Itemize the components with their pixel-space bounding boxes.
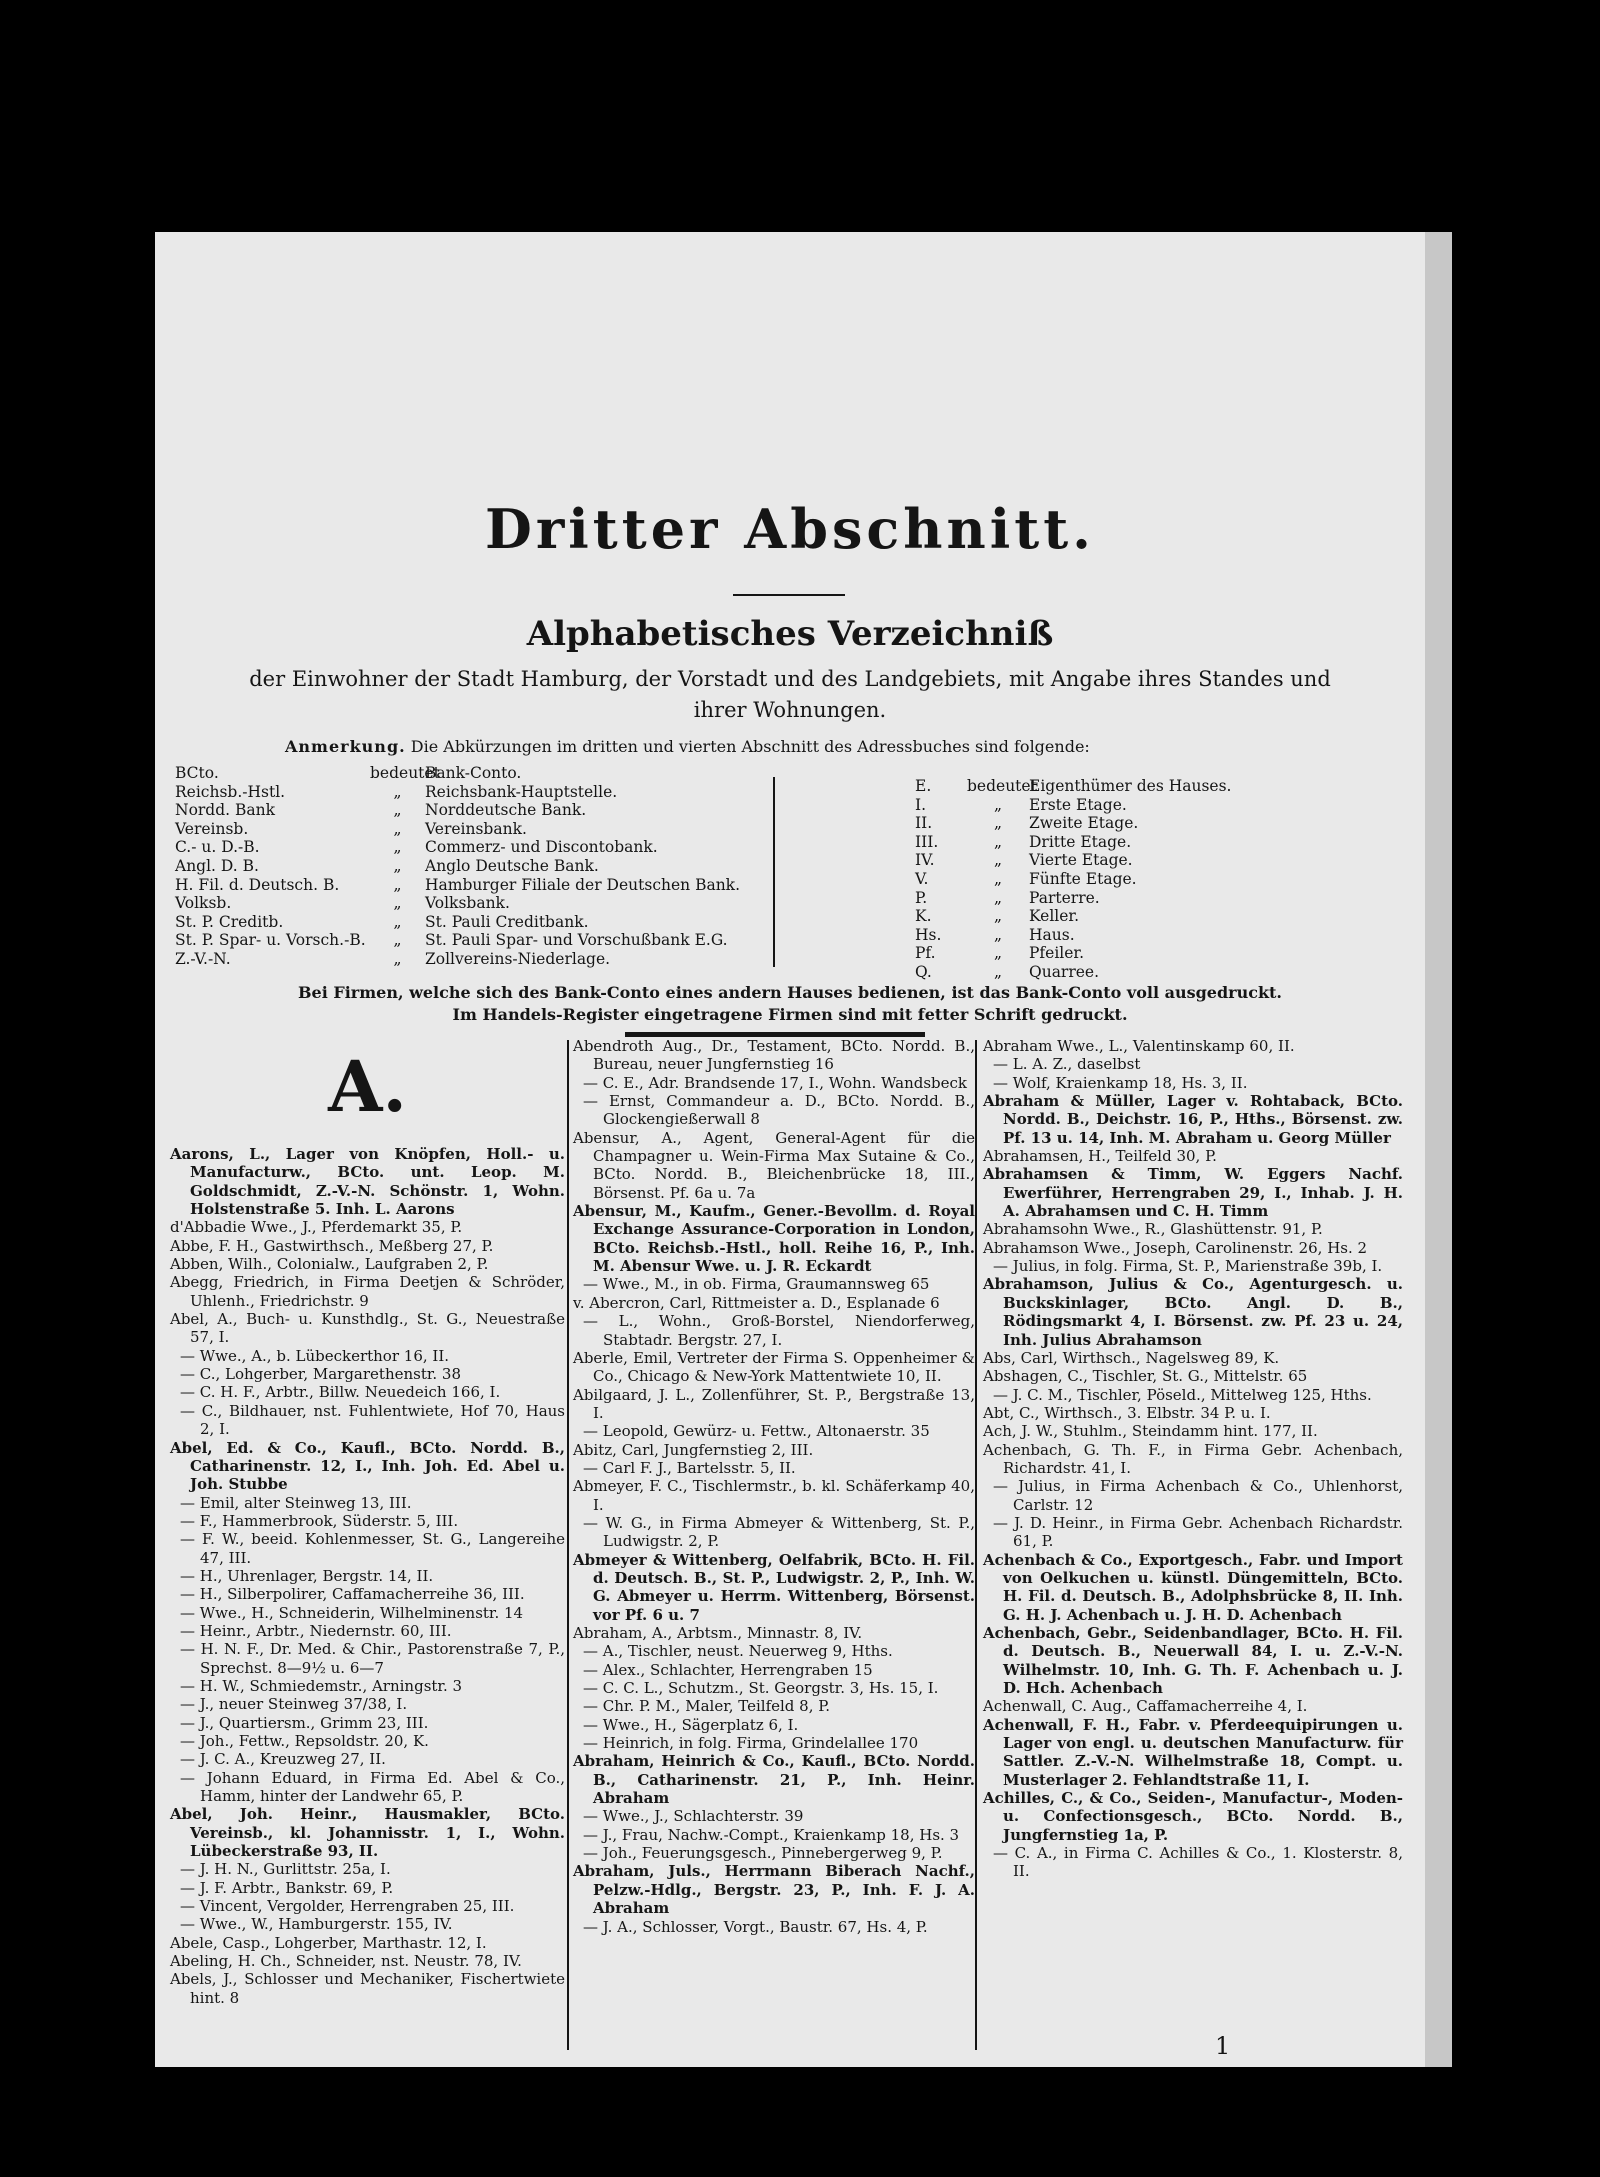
abbreviation-means: „	[393, 801, 402, 820]
directory-entry: Abel, Ed. & Co., Kaufl., BCto. Nordd. B., Catharinenstr. 12, I., Inh. Joh. Ed. Abel u. Joh. Stubbe	[170, 1438, 565, 1494]
abbreviation-abbr: P.	[915, 888, 928, 907]
abbreviation-full: Dritte Etage.	[1029, 832, 1132, 851]
directory-column-2	[573, 1037, 975, 1936]
directory-entry: Achenbach, G. Th. F., in Firma Gebr. Achenbach, Richardstr. 41, I.	[983, 1440, 1403, 1477]
directory-entry: v. Abercron, Carl, Rittmeister a. D., Esplanade 6	[573, 1293, 940, 1312]
directory-entry: — Wwe., H., Schneiderin, Wilhelminenstr. 14	[180, 1603, 524, 1622]
abbreviation-row	[175, 801, 775, 820]
directory-entry: Ach, J. W., Stuhlm., Steindamm hint. 177, II.	[983, 1422, 1318, 1441]
abbreviation-row	[915, 833, 1395, 852]
abbreviation-row	[915, 944, 1395, 963]
abbreviation-abbr: Pf.	[915, 944, 936, 963]
directory-entry: — Vincent, Vergolder, Herrengraben 25, III.	[180, 1897, 515, 1916]
abbreviation-full: Vierte Etage.	[1029, 851, 1133, 870]
abbreviation-abbr: Hs.	[915, 925, 942, 944]
directory-entry: Abmeyer, F. C., Tischlermstr., b. kl. Schäferkamp 40, I.	[573, 1477, 975, 1514]
directory-entry: — Julius, in folg. Firma, St. P., Marienstraße 39b, I.	[993, 1257, 1383, 1276]
directory-entry: — J., neuer Steinweg 37/38, I.	[180, 1695, 408, 1714]
scan-border-top	[0, 0, 1600, 232]
directory-entry: — F., Hammerbrook, Süderstr. 5, III.	[180, 1511, 459, 1530]
directory-entry: — Wwe., W., Hamburgerstr. 155, IV.	[180, 1915, 453, 1934]
directory-entry: — Wwe., J., Schlachterstr. 39	[583, 1807, 804, 1826]
directory-entry: — J. H. N., Gurlittstr. 25a, I.	[180, 1860, 391, 1879]
abbreviation-abbr: BCto.	[175, 764, 219, 782]
abbreviation-full: Hamburger Filiale der Deutschen Bank.	[425, 875, 741, 894]
entry-list	[983, 1037, 1403, 1881]
abbreviation-means: bedeutet	[967, 777, 1037, 795]
page-edge-shadow	[1422, 232, 1452, 2067]
abbreviation-row	[915, 889, 1395, 908]
directory-entry: — Wwe., A., b. Lübeckerthor 16, II.	[180, 1346, 450, 1365]
note-text: Die Abkürzungen im dritten und vierten Abschnitt des Adressbuches sind folgende:	[410, 737, 1090, 756]
directory-entry: — Leopold, Gewürz- u. Fettw., Altonaerstr. 35	[583, 1422, 930, 1441]
directory-entry: Abendroth Aug., Dr., Testament, BCto. Nordd. B., Bureau, neuer Jungfernstieg 16	[573, 1037, 975, 1074]
footnote-bank-conto: Bei Firmen, welche sich des Bank-Conto eines andern Hauses bedienen, ist das Bank-Conto voll ausgedruckt.	[298, 983, 1282, 1002]
directory-entry: — A., Tischler, neust. Neuerweg 9, Hths.	[583, 1642, 893, 1661]
abbreviation-means: „	[393, 949, 402, 968]
abbreviation-row	[175, 931, 775, 950]
directory-entry: — J. C. M., Tischler, Pöseld., Mittelweg 125, Hths.	[993, 1385, 1372, 1404]
abbreviation-row	[915, 851, 1395, 870]
entry-list	[573, 1037, 975, 1936]
abbreviation-full: Haus.	[1029, 925, 1075, 944]
abbreviation-full: Reichsbank-Hauptstelle.	[425, 782, 618, 801]
directory-entry: — H., Uhrenlager, Bergstr. 14, II.	[180, 1566, 434, 1585]
directory-entry: Abels, J., Schlosser und Mechaniker, Fischertwiete hint. 8	[170, 1970, 565, 2007]
abbreviation-row	[175, 764, 775, 783]
abbreviation-abbr: E.	[915, 777, 932, 795]
abbreviation-means: „	[393, 819, 402, 838]
abbreviation-full: Zweite Etage.	[1029, 814, 1139, 833]
abbreviation-divider	[773, 777, 775, 967]
directory-entry: Abt, C., Wirthsch., 3. Elbstr. 34 P. u. I.	[983, 1403, 1271, 1422]
directory-entry: — J. C. A., Kreuzweg 27, II.	[180, 1750, 386, 1769]
directory-entry: — L. A. Z., daselbst	[993, 1055, 1141, 1074]
directory-entry: Abrahamsohn Wwe., R., Glashüttenstr. 91, P.	[983, 1220, 1323, 1239]
directory-entry: — H. W., Schmiedemstr., Arningstr. 3	[180, 1676, 463, 1695]
abbreviation-list-floors	[915, 777, 1395, 982]
directory-entry: — Joh., Fettw., Repsoldstr. 20, K.	[180, 1732, 429, 1750]
abbreviation-means: „	[993, 944, 1003, 963]
directory-entry: Abensur, M., Kaufm., Gener.-Bevollm. d. Royal Exchange Assurance-Corporation in London, BCto. Reichsb.-Hstl., holl. Reihe 16, P., Inh. M. Abensur Wwe. u. J. R. Eckardt	[573, 1202, 975, 1276]
abbreviation-abbr: H. Fil. d. Deutsch. B.	[175, 875, 340, 894]
directory-entry: — F. W., beeid. Kohlenmesser, St. G., Langereihe 47, III.	[180, 1530, 565, 1567]
directory-entry: Abraham, A., Arbtsm., Minnastr. 8, IV.	[573, 1624, 863, 1642]
abbreviation-means: „	[993, 925, 1003, 944]
abbreviation-means: „	[393, 912, 402, 931]
directory-entry: — Joh., Feuerungsgesch., Pinnebergerweg 9, P.	[583, 1844, 943, 1863]
directory-entry: — C. C. L., Schutzm., St. Georgstr. 3, Hs. 15, I.	[583, 1679, 939, 1698]
abbreviation-row	[915, 870, 1395, 889]
abbreviation-full: Quarree.	[1029, 962, 1100, 981]
abbreviation-full: Keller.	[1029, 907, 1080, 926]
abbreviation-abbr: Vereinsb.	[175, 819, 249, 838]
directory-entry: Achenwall, C. Aug., Caffamacherreihe 4, I.	[983, 1697, 1308, 1716]
abbreviation-row	[915, 777, 1395, 796]
directory-entry: — L., Wohn., Groß-Borstel, Niendorferweg, Stabtadr. Bergstr. 27, I.	[583, 1312, 975, 1349]
abbreviation-means: „	[993, 888, 1003, 907]
abbreviation-full: Erste Etage.	[1029, 795, 1127, 814]
abbreviation-means: „	[393, 856, 402, 875]
directory-entry: Aarons, L., Lager von Knöpfen, Holl.- u. Manufacturw., BCto. unt. Leop. M. Goldschmidt, Z.-V.-N. Schönstr. 1, Wohn. Holstenstraße 5. Inh. L. Aarons	[170, 1145, 565, 1219]
directory-entry: Aberle, Emil, Vertreter der Firma S. Oppenheimer & Co., Chicago & New-York Mattentwiete 10, II.	[573, 1348, 975, 1386]
directory-entry: — J. F. Arbtr., Bankstr. 69, P.	[180, 1878, 394, 1897]
abbreviation-row	[175, 857, 775, 876]
abbreviation-means: „	[393, 875, 402, 894]
abbreviation-full: Parterre.	[1029, 888, 1100, 907]
directory-entry: Achenbach & Co., Exportgesch., Fabr. und Import von Oelkuchen u. künstl. Düngemitteln, BCto. H. Fil. d. Deutsch. B., Adolphsbrücke 8, II. Inh. G. H. J. Achenbach u. J. H. D. Achenbach	[983, 1550, 1403, 1624]
directory-entry: — Carl F. J., Bartelsstr. 5, II.	[583, 1458, 796, 1477]
abbreviation-full: Bank-Conto.	[425, 764, 522, 782]
document-page	[155, 232, 1425, 2067]
heading-rule	[733, 594, 845, 596]
directory-entry: — H., Silberpolirer, Caffamacherreihe 36, III.	[180, 1585, 525, 1604]
abbreviation-means: „	[993, 869, 1003, 888]
directory-entry: — Emil, alter Steinweg 13, III.	[180, 1493, 412, 1512]
column-divider	[975, 1040, 977, 2050]
directory-entry: — C., Lohgerber, Margarethenstr. 38	[180, 1365, 462, 1384]
directory-entry: Abshagen, C., Tischler, St. G., Mittelstr. 65	[983, 1367, 1308, 1386]
directory-entry: Abraham, Juls., Herrmann Biberach Nachf., Pelzw.-Hdlg., Bergstr. 23, P., Inh. F. J. A. Abraham	[573, 1862, 975, 1918]
directory-entry: Abs, Carl, Wirthsch., Nagelsweg 89, K.	[983, 1348, 1280, 1367]
abbreviation-row	[175, 876, 775, 895]
directory-entry: — Alex., Schlachter, Herrengraben 15	[583, 1660, 873, 1679]
directory-entry: — Wwe., H., Sägerplatz 6, I.	[583, 1715, 799, 1734]
directory-entry: — J. D. Heinr., in Firma Gebr. Achenbach Richardstr. 61, P.	[993, 1513, 1403, 1551]
abbreviation-note	[285, 737, 1305, 756]
abbreviation-row	[915, 926, 1395, 945]
abbreviation-abbr: I.	[915, 795, 927, 814]
directory-entry: Abrahamsen, H., Teilfeld 30, P.	[983, 1147, 1217, 1166]
abbreviation-full: Commerz- und Discontobank.	[425, 838, 658, 857]
abbreviation-abbr: Q.	[915, 962, 932, 981]
directory-entry: Abilgaard, J. L., Zollenführer, St. P., Bergstraße 13, I.	[573, 1385, 975, 1422]
abbreviation-abbr: Z.-V.-N.	[175, 949, 231, 968]
directory-entry: Abmeyer & Wittenberg, Oelfabrik, BCto. H. Fil. d. Deutsch. B., St. P., Ludwigstr. 2, P., Inh. W. G. Abmeyer u. Herrm. Wittenberg, Börsenst. vor Pf. 6 u. 7	[573, 1550, 975, 1624]
directory-entry: Abben, Wilh., Colonialw., Laufgraben 2, P.	[170, 1255, 489, 1274]
abbreviation-row	[175, 950, 775, 969]
abbreviation-means: „	[993, 851, 1003, 870]
abbreviation-abbr: IV.	[915, 851, 935, 870]
directory-entry: — J., Quartiersm., Grimm 23, III.	[180, 1713, 429, 1732]
abbreviation-abbr: St. P. Spar- u. Vorsch.-B.	[175, 931, 366, 950]
abbreviation-row	[175, 894, 775, 913]
directory-entry: Achenwall, F. H., Fabr. v. Pferdeequipirungen u. Lager von engl. u. deutschen Manufacturw. für Sattler. Z.-V.-N. Wilhelmstraße 18, Compt. u. Musterlager 2. Fehlandtstraße 11, I.	[983, 1715, 1403, 1789]
page-number: 1	[1215, 2032, 1231, 2060]
abbreviation-means: „	[993, 832, 1003, 851]
abbreviation-abbr: V.	[915, 869, 929, 888]
abbreviation-means: „	[993, 907, 1003, 926]
note-label: Anmerkung.	[285, 737, 406, 756]
entry-list	[170, 1145, 565, 2007]
abbreviation-full: Eigenthümer des Hauses.	[1029, 777, 1232, 795]
section-letter: A.	[328, 1045, 407, 1128]
section-heading: Dritter Abschnitt.	[485, 497, 1095, 561]
directory-entry: — J., Frau, Nachw.-Compt., Kraienkamp 18, Hs. 3	[583, 1825, 960, 1844]
abbreviation-means: „	[993, 795, 1003, 814]
directory-entry: Achenbach, Gebr., Seidenbandlager, BCto. H. Fil. d. Deutsch. B., Neuerwall 84, I. u. Z.-V.-N. Wilhelmstr. 10, Inh. G. Th. F. Achenbach u. J. D. Hch. Achenbach	[983, 1624, 1403, 1698]
directory-entry: Abel, A., Buch- u. Kunsthdlg., St. G., Neuestraße 57, I.	[170, 1310, 565, 1347]
abbreviation-abbr: Angl. D. B.	[175, 856, 259, 875]
directory-entry: Abegg, Friedrich, in Firma Deetjen & Schröder, Uhlenh., Friedrichstr. 9	[170, 1273, 565, 1310]
abbreviation-row	[175, 783, 775, 802]
directory-entry: Abbe, F. H., Gastwirthsch., Meßberg 27, P.	[170, 1236, 494, 1255]
directory-entry: Abrahamson Wwe., Joseph, Carolinenstr. 26, Hs. 2	[983, 1238, 1368, 1257]
directory-entry: Abraham & Müller, Lager v. Rohtaback, BCto. Nordd. B., Deichstr. 16, P., Hths., Börsenst. zw. Pf. 13 u. 14, Inh. M. Abraham u. Georg Müller	[983, 1092, 1403, 1147]
directory-entry: Abele, Casp., Lohgerber, Marthastr. 12, I.	[170, 1933, 487, 1952]
directory-entry: — Julius, in Firma Achenbach & Co., Uhlenhorst, Carlstr. 12	[993, 1477, 1403, 1514]
directory-entry: — Wolf, Kraienkamp 18, Hs. 3, II.	[993, 1073, 1248, 1092]
abbreviation-abbr: Reichsb.-Hstl.	[175, 782, 286, 801]
directory-entry: — Heinr., Arbtr., Niedernstr. 60, III.	[180, 1621, 452, 1640]
directory-entry: — C. E., Adr. Brandsende 17, I., Wohn. Wandsbeck	[583, 1073, 968, 1092]
directory-description: der Einwohner der Stadt Hamburg, der Vorstadt und des Landgebiets, mit Angabe ihres Standes und ihrer Wohnungen.	[249, 667, 1331, 722]
directory-column-3	[983, 1037, 1403, 1881]
abbreviation-full: Fünfte Etage.	[1029, 869, 1137, 888]
directory-entry: — C., Bildhauer, nst. Fuhlentwiete, Hof 70, Haus 2, I.	[180, 1401, 565, 1439]
directory-column-1	[170, 1037, 565, 2007]
abbreviation-full: St. Pauli Creditbank.	[425, 912, 589, 931]
abbreviation-abbr: C.- u. D.-B.	[175, 838, 260, 857]
abbreviation-row	[175, 820, 775, 839]
abbreviation-abbr: K.	[915, 907, 932, 926]
abbreviation-abbr: III.	[915, 832, 939, 851]
directory-entry: — Johann Eduard, in Firma Ed. Abel & Co., Hamm, hinter der Landwehr 65, P.	[180, 1768, 565, 1806]
directory-entry: Abel, Joh. Heinr., Hausmakler, BCto. Vereinsb., kl. Johannisstr. 1, I., Wohn. Lübeckerstraße 93, II.	[170, 1805, 565, 1861]
abbreviation-full: Norddeutsche Bank.	[425, 801, 587, 820]
directory-entry: — Wwe., M., in ob. Firma, Graumannsweg 65	[583, 1275, 930, 1294]
abbreviation-means: „	[393, 894, 402, 913]
abbreviation-means: „	[993, 814, 1003, 833]
directory-entry: — W. G., in Firma Abmeyer & Wittenberg, St. P., Ludwigstr. 2, P.	[583, 1513, 975, 1551]
directory-title: Alphabetisches Verzeichniß	[526, 614, 1054, 654]
directory-entry: — C. A., in Firma C. Achilles & Co., 1. Klosterstr. 8, II.	[993, 1844, 1403, 1881]
abbreviation-row	[915, 963, 1395, 982]
abbreviation-full: Volksbank.	[425, 894, 510, 913]
column-divider	[567, 1040, 569, 2050]
abbreviation-abbr: St. P. Creditb.	[175, 912, 284, 931]
directory-entry: — C. H. F., Arbtr., Billw. Neuedeich 166, I.	[180, 1383, 501, 1402]
directory-entry: Abraham Wwe., L., Valentinskamp 60, II.	[983, 1037, 1295, 1055]
directory-entry: Abrahamson, Julius & Co., Agenturgesch. u. Buckskinlager, BCto. Angl. D. B., Rödingsmarkt 4, I. Börsenst. zw. Pf. 23 u. 24, Inh. Julius Abrahamson	[983, 1275, 1403, 1349]
abbreviation-row	[175, 913, 775, 932]
abbreviation-means: „	[393, 782, 402, 801]
abbreviation-means: „	[393, 931, 402, 950]
abbreviation-row	[915, 796, 1395, 815]
abbreviation-abbr: II.	[915, 814, 933, 833]
directory-entry: — H. N. F., Dr. Med. & Chir., Pastorenstraße 7, P., Sprechst. 8—9½ u. 6—7	[180, 1640, 565, 1677]
abbreviation-row	[915, 907, 1395, 926]
abbreviation-abbr: Nordd. Bank	[175, 801, 276, 820]
directory-entry: — J. A., Schlosser, Vorgt., Baustr. 67, Hs. 4, P.	[583, 1917, 928, 1936]
directory-entry: Abeling, H. Ch., Schneider, nst. Neustr. 78, IV.	[170, 1952, 522, 1971]
directory-entry: — Ernst, Commandeur a. D., BCto. Nordd. B., Glockengießerwall 8	[583, 1092, 975, 1129]
abbreviation-full: Zollvereins-Niederlage.	[425, 949, 611, 968]
abbreviation-full: Pfeiler.	[1029, 944, 1085, 963]
directory-entry: Abrahamsen & Timm, W. Eggers Nachf. Ewerführer, Herrengraben 29, I., Inhab. J. H. A. Abrahamsen und C. H. Timm	[983, 1165, 1403, 1221]
abbreviation-abbr: Volksb.	[175, 894, 232, 913]
directory-entry: d'Abbadie Wwe., J., Pferdemarkt 35, P.	[170, 1218, 463, 1237]
directory-entry: Abensur, A., Agent, General-Agent für die Champagner u. Wein-Firma Max Sutaine & Co., BCto. Nordd. B., Bleichenbrücke 18, III., Börsenst. Pf. 6a u. 7a	[573, 1128, 975, 1202]
directory-entry: — Heinrich, in folg. Firma, Grindelallee 170	[583, 1734, 919, 1753]
abbreviation-row	[915, 814, 1395, 833]
abbreviation-list-banks	[175, 764, 775, 969]
directory-entry: Abraham, Heinrich & Co., Kaufl., BCto. Nordd. B., Catharinenstr. 21, P., Inh. Heinr. Abraham	[573, 1752, 975, 1808]
abbreviation-means: „	[393, 838, 402, 857]
abbreviation-full: St. Pauli Spar- und Vorschußbank E.G.	[425, 931, 728, 950]
abbreviation-means: bedeutet	[370, 764, 440, 782]
footnote-handelsregister: Im Handels-Register eingetragene Firmen sind mit fetter Schrift gedruckt.	[452, 1005, 1128, 1024]
abbreviation-full: Anglo Deutsche Bank.	[425, 856, 599, 875]
directory-entry: Achilles, C., & Co., Seiden-, Manufactur-, Moden- u. Confectionsgesch., BCto. Nordd. B., Jungfernstieg 1a, P.	[983, 1789, 1403, 1844]
abbreviation-row	[175, 838, 775, 857]
abbreviation-means: „	[993, 962, 1003, 981]
directory-entry: — Chr. P. M., Maler, Teilfeld 8, P.	[583, 1697, 831, 1716]
directory-entry: Abitz, Carl, Jungfernstieg 2, III.	[573, 1440, 814, 1459]
abbreviation-full: Vereinsbank.	[425, 819, 527, 838]
